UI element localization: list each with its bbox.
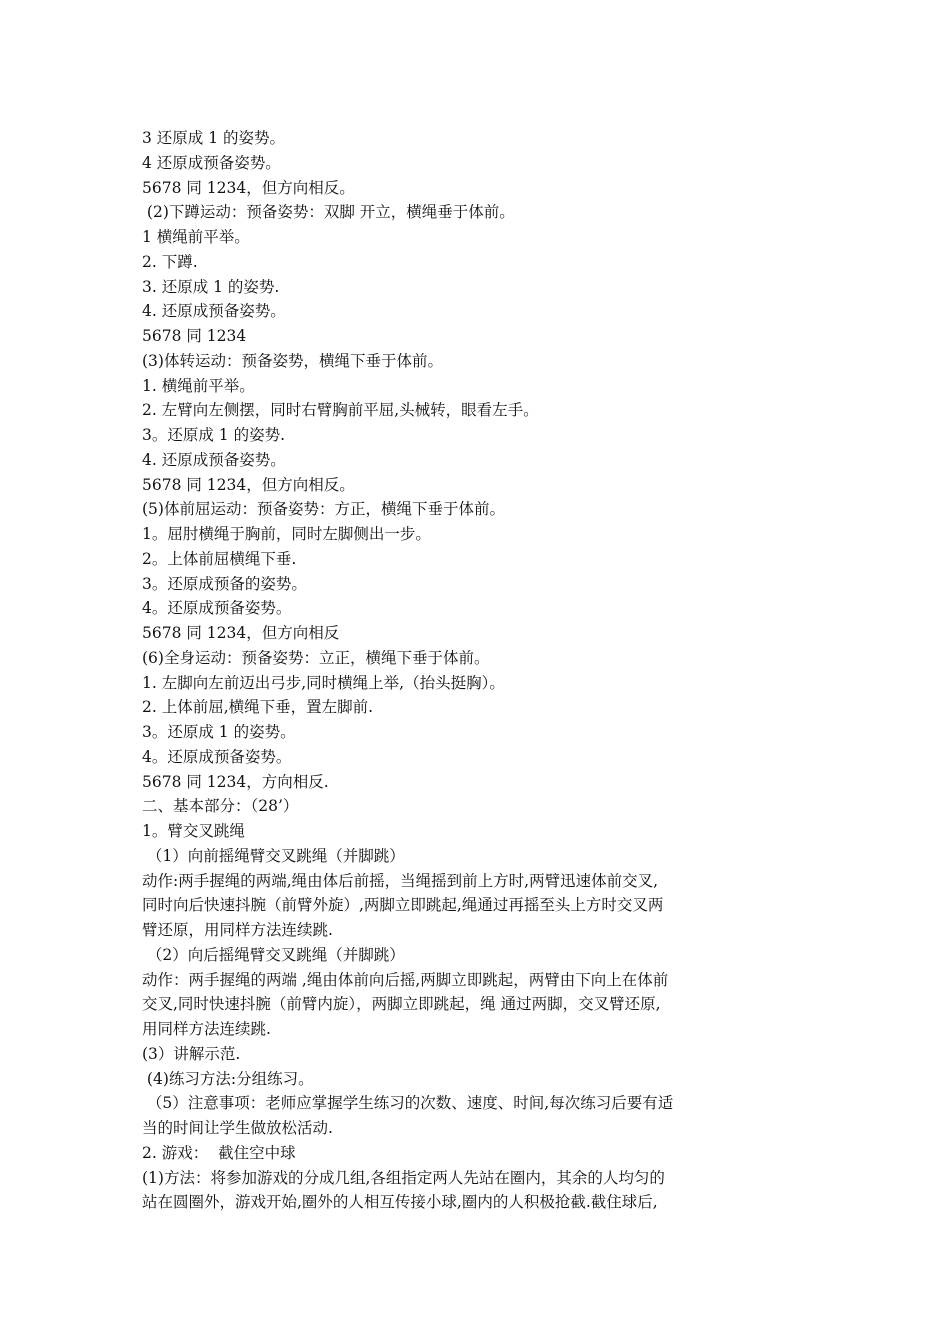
text-line: 4. 还原成预备姿势。 [142,302,286,321]
paragraph-line: 臂还原，用同样方法连续跳. [142,921,333,939]
text-line: (4)练习方法:分组练习。 [142,1069,314,1088]
subsection-heading: 2. 游戏： 截住空中球 [142,1143,296,1162]
text-line: 4。还原成预备姿势。 [142,747,292,766]
text-line: 2. 上体前屈,横绳下垂，置左脚前. [142,698,374,717]
paragraph-line: 用同样方法连续跳. [142,1020,271,1038]
text-line: 4。还原成预备姿势。 [142,599,292,618]
text-line: 4 还原成预备姿势。 [142,153,281,172]
paragraph-line: (1)方法：将参加游戏的分成几组,各组指定两人先站在圈内，其余的人均匀的 [142,1168,665,1187]
section-heading: (6)全身运动：预备姿势：立正，横绳下垂于体前。 [142,648,490,667]
section-heading: (3)体转运动：预备姿势，横绳下垂于体前。 [142,351,443,370]
section-heading: (5)体前屈运动：预备姿势：方正，横绳下垂于体前。 [142,500,505,519]
paragraph-line: 同时向后快速抖腕（前臂外旋）,两脚立即跳起,绳通过再摇至头上方时交叉两 [142,896,664,915]
subsection-heading: 1。臂交叉跳绳 [142,822,245,840]
text-line: 3 还原成 1 的姿势。 [142,129,286,147]
text-line: 5678 同 1234，但方向相反。 [142,178,355,197]
paragraph-line: 交叉,同时快速抖腕（前臂内旋），两脚立即跳起，绳 通过两脚，交叉臂还原, [142,995,661,1014]
text-line: 2. 下蹲. [142,252,198,271]
section-heading: 二、基本部分：（28’） [142,797,299,816]
paragraph-line: （5）注意事项：老师应掌握学生练习的次数、速度、时间,每次练习后要有适 [142,1094,674,1113]
text-line: 3. 还原成 1 的姿势. [142,277,280,296]
text-line: 3。还原成 1 的姿势. [142,426,286,444]
text-line: 3。还原成 1 的姿势。 [142,723,296,741]
subsection-heading: （2）向后摇绳臂交叉跳绳（并脚跳） [142,945,405,964]
paragraph-line: 动作：两手握绳的两端 ,绳由体前向后摇,两脚立即跳起，两臂由下向上在体前 [142,970,669,989]
text-line: 3。还原成预备的姿势。 [142,574,307,593]
text-line: 5678 同 1234 [142,327,247,345]
text-line: 1 横绳前平举。 [142,228,250,246]
paragraph-line: 动作:两手握绳的两端,绳由体后前摇，当绳摇到前上方时,两臂迅速体前交叉, [142,871,659,890]
paragraph-line: 当的时间让学生做放松活动. [142,1119,333,1137]
document-body [142,126,814,1215]
text-line: 1。屈肘横绳于胸前，同时左脚侧出一步。 [142,525,431,543]
text-line: (3）讲解示范. [142,1044,241,1063]
text-line: 5678 同 1234，方向相反. [142,772,329,791]
text-line: 1. 左脚向左前迈出弓步,同时横绳上举,（抬头挺胸）。 [142,673,505,692]
text-line: 2。上体前屈横绳下垂. [142,549,297,568]
text-line: 1. 横绳前平举。 [142,376,255,395]
text-line: 2. 左臂向左侧摆，同时右臂胸前平屈,头械转，眼看左手。 [142,401,539,420]
subsection-heading: （1）向前摇绳臂交叉跳绳（并脚跳） [142,846,405,865]
text-line: 4. 还原成预备姿势。 [142,450,286,469]
paragraph-line: 站在圆圈外，游戏开始,圈外的人相互传接小球,圈内的人积极抢截.截住球后, [142,1193,658,1212]
text-line: 5678 同 1234，但方向相反 [142,624,340,642]
text-line: 5678 同 1234，但方向相反。 [142,475,355,494]
section-heading: (2)下蹲运动：预备姿势：双脚 开立，横绳垂于体前。 [142,203,515,222]
